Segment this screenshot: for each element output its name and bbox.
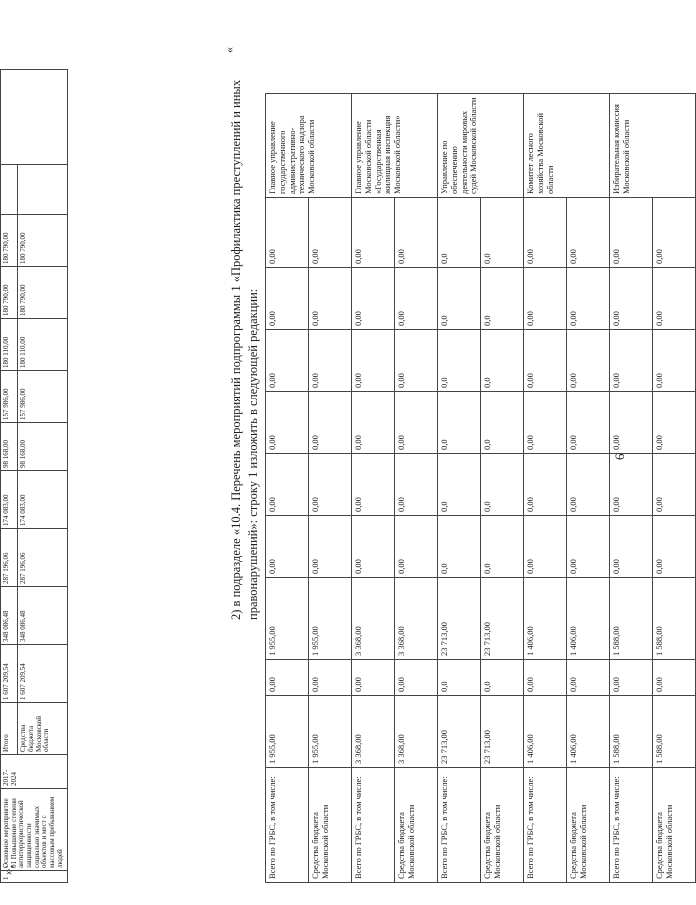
value-cell: 0,00 (610, 454, 653, 516)
value-cell: 3 368,00 (352, 578, 395, 660)
financing-row (352, 94, 395, 883)
value-cell: 0,00 (309, 392, 352, 454)
value-cell: 287 196,06 (18, 529, 67, 587)
value-cell: 0,00 (610, 268, 653, 330)
value-cell: 0,00 (567, 268, 610, 330)
value-cell: 3 368,00 (352, 696, 395, 768)
value-cell: 157 986,00 (1, 371, 18, 423)
value-cell: 0,0 (438, 198, 481, 268)
page-number: 6 (612, 453, 627, 460)
row-label: Всего по ГРБС, в том числе: (266, 768, 309, 883)
value-cell: 0,00 (653, 392, 696, 454)
empty-cell (1, 70, 68, 165)
value-cell: 0,00 (653, 330, 696, 392)
value-cell: 0,00 (352, 268, 395, 330)
value-cell: 174 083,00 (1, 471, 18, 529)
value-cell: 0,00 (524, 198, 567, 268)
value-cell: 180 790,00 (18, 215, 67, 267)
value-cell: 0,00 (567, 454, 610, 516)
value-cell: 0,0 (481, 330, 524, 392)
value-cell: 348 086,48 (18, 587, 67, 645)
empty-cell (18, 165, 67, 215)
value-cell: 1 588,00 (653, 696, 696, 768)
value-cell: 0,00 (309, 516, 352, 578)
total-label: Итого (1, 703, 18, 755)
row-label: Средства бюджета Московской области (395, 768, 438, 883)
value-cell: 1 955,00 (266, 696, 309, 768)
financing-table (265, 93, 696, 883)
row-label: Всего по ГРБС, в том числе: (524, 768, 567, 883)
value-cell: 1 588,00 (610, 696, 653, 768)
source-label: Средства бюджета Московской области (18, 703, 67, 755)
value-cell: 180 790,00 (18, 267, 67, 319)
value-cell: 0,00 (266, 454, 309, 516)
value-cell: 0,00 (266, 330, 309, 392)
value-cell: 23 713,00 (481, 578, 524, 660)
value-cell: 174 083,00 (18, 471, 67, 529)
value-cell: 0,00 (610, 198, 653, 268)
value-cell: 0,00 (395, 516, 438, 578)
value-cell: 0,00 (395, 268, 438, 330)
row-label: Всего по ГРБС, в том числе: (610, 768, 653, 883)
organization-name: Главное управление Московской области «Государственная жилищная инспекция Московской области» (352, 94, 438, 198)
value-cell: 0,00 (352, 454, 395, 516)
value-cell: 0,00 (567, 660, 610, 696)
value-cell: 3 368,00 (395, 696, 438, 768)
row-label: Средства бюджета Московской области (481, 768, 524, 883)
value-cell: 0,00 (610, 516, 653, 578)
financing-row (309, 94, 352, 883)
empty-cell (1, 165, 18, 215)
organization-name: Комитет лесного хозяйства Московской области (524, 94, 610, 198)
value-cell: 0,0 (438, 516, 481, 578)
value-cell: 0,00 (395, 392, 438, 454)
value-cell: 0,00 (524, 268, 567, 330)
event-period: 2017-2024 (1, 755, 68, 789)
value-cell: 0,0 (481, 198, 524, 268)
value-cell: 23 713,00 (438, 578, 481, 660)
financing-row (438, 94, 481, 883)
value-cell: 0,00 (309, 330, 352, 392)
value-cell: 0,0 (438, 268, 481, 330)
organization-name: Главное управление государственного административно-технического надзора Московской области (266, 94, 352, 198)
value-cell: 0,00 (567, 516, 610, 578)
value-cell: 1 406,00 (524, 578, 567, 660)
value-cell: 0,0 (481, 660, 524, 696)
row-label: Средства бюджета Московской области (653, 768, 696, 883)
value-cell: 180 110,00 (1, 319, 18, 371)
value-cell: 0,00 (567, 392, 610, 454)
value-cell: 0,00 (309, 198, 352, 268)
value-cell: 0,00 (266, 268, 309, 330)
value-cell: 0,00 (653, 268, 696, 330)
financing-row (610, 94, 653, 883)
value-cell: 0,0 (438, 660, 481, 696)
value-cell: 0,00 (524, 516, 567, 578)
value-cell: 0,0 (438, 392, 481, 454)
value-cell: 157 986,00 (18, 371, 67, 423)
value-cell: 0,00 (610, 330, 653, 392)
value-cell: 0,00 (395, 454, 438, 516)
value-cell: 0,00 (524, 660, 567, 696)
value-cell: 1 588,00 (653, 578, 696, 660)
value-cell: 0,00 (266, 392, 309, 454)
value-cell: 0,00 (352, 392, 395, 454)
value-cell: 0,0 (481, 268, 524, 330)
value-cell: 0,00 (653, 516, 696, 578)
value-cell: 1 588,00 (610, 578, 653, 660)
opening-quote-mark: « (222, 47, 236, 53)
value-cell: 0,00 (352, 660, 395, 696)
value-cell: 0,00 (567, 330, 610, 392)
events-row-total (1, 70, 18, 883)
row-label: Всего по ГРБС, в том числе: (438, 768, 481, 883)
value-cell: 1 406,00 (567, 578, 610, 660)
value-cell: 0,0 (438, 454, 481, 516)
section-amendment-text: 2) в подразделе «10.4. Перечень мероприятий подпрограммы 1 «Профилактика преступлений и иных правонарушений»: строку 1 изложить в следующей редакции: (229, 79, 260, 620)
value-cell: 0,00 (309, 268, 352, 330)
value-cell: 180 790,00 (1, 215, 18, 267)
value-cell: 0,00 (352, 198, 395, 268)
value-cell: 0,0 (481, 516, 524, 578)
value-cell: 0,00 (610, 660, 653, 696)
row-label: Всего по ГРБС, в том числе: (352, 768, 395, 883)
row-label: Средства бюджета Московской области (309, 768, 352, 883)
events-table (0, 69, 68, 883)
value-cell: 0,00 (352, 516, 395, 578)
value-cell: 0,00 (352, 330, 395, 392)
value-cell: 0,00 (309, 660, 352, 696)
end-quote-mark: »; (0, 864, 15, 875)
value-cell: 1 955,00 (309, 696, 352, 768)
value-cell: 0,00 (266, 516, 309, 578)
value-cell: 180 790,00 (1, 267, 18, 319)
value-cell: 0,0 (481, 392, 524, 454)
row-label: Средства бюджета Московской области (567, 768, 610, 883)
value-cell: 0,00 (653, 454, 696, 516)
value-cell: 0,00 (524, 454, 567, 516)
value-cell: 0,00 (395, 330, 438, 392)
organization-name: Избирательная комиссия Московской области (610, 94, 696, 198)
value-cell: 1 406,00 (524, 696, 567, 768)
financing-row (481, 94, 524, 883)
value-cell: 0,00 (567, 198, 610, 268)
value-cell: 1 955,00 (309, 578, 352, 660)
value-cell: 3 368,00 (395, 578, 438, 660)
row-number: 1 (1, 871, 68, 883)
value-cell: 23 713,00 (438, 696, 481, 768)
value-cell: 0,00 (653, 198, 696, 268)
value-cell: 0,00 (266, 660, 309, 696)
organization-name: Управление по обеспечению деятельности мировых судей Московской области (438, 94, 524, 198)
value-cell: 0,00 (395, 660, 438, 696)
value-cell: 98 168,00 (18, 423, 67, 471)
financing-row (395, 94, 438, 883)
value-cell: 0,0 (481, 454, 524, 516)
value-cell: 0,00 (309, 454, 352, 516)
financing-row (653, 94, 696, 883)
value-cell: 1 955,00 (266, 578, 309, 660)
financing-row (524, 94, 567, 883)
financing-row (567, 94, 610, 883)
value-cell: 287 196,06 (1, 529, 18, 587)
value-cell: 0,00 (610, 392, 653, 454)
event-name: Основное мероприятие 01 Повышение степени антитеррористической защищенности социально значимых объектов и мест с массовым пребыванием людей (1, 789, 68, 871)
financing-row (266, 94, 309, 883)
value-cell: 0,00 (524, 392, 567, 454)
value-cell: 23 713,00 (481, 696, 524, 768)
value-cell: 0,00 (524, 330, 567, 392)
value-cell: 348 086,48 (1, 587, 18, 645)
value-cell: 1 406,00 (567, 696, 610, 768)
value-cell: 180 110,00 (18, 319, 67, 371)
value-cell: 0,00 (653, 660, 696, 696)
value-cell: 0,00 (266, 198, 309, 268)
value-cell: 1 607 209,54 (18, 645, 67, 703)
value-cell: 1 607 209,54 (1, 645, 18, 703)
value-cell: 0,00 (395, 198, 438, 268)
value-cell: 98 168,00 (1, 423, 18, 471)
value-cell: 0,0 (438, 330, 481, 392)
